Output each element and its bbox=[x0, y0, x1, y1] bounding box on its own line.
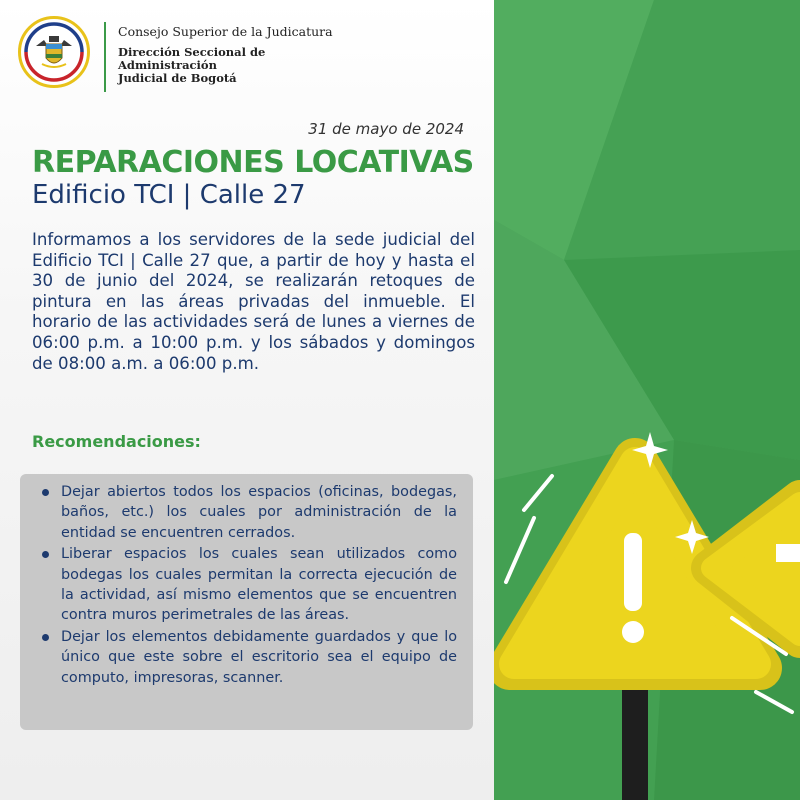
department-name: Dirección Seccional de Administración Judicial de Bogotá bbox=[118, 45, 266, 85]
recommendations-heading: Recomendaciones: bbox=[32, 432, 201, 451]
bullet-icon bbox=[42, 634, 49, 641]
warning-illustration bbox=[494, 0, 800, 800]
recommendation-item bbox=[20, 544, 457, 626]
sign-post bbox=[622, 680, 648, 800]
bullet-icon bbox=[42, 551, 49, 558]
notice-body: Informamos a los servidores de la sede judicial del Edificio TCI | Calle 27 que, a partir de hoy y hasta el 30 de junio del 2024, se realizarán retoques de pintura en las áreas privadas del inmueble. El horario de las actividades será de lunes a viernes de 06:00 p.m. a 10:00 p.m. y los sábados y domingos de 08:00 a.m. a 06:00 p.m. bbox=[32, 230, 475, 373]
illustration-panel bbox=[494, 0, 800, 800]
recommendation-text: Liberar espacios los cuales sean utilizados como bodegas los cuales permitan la correcta ejecución de la actividad, así mismo elementos que se encuentren contra muros perimetrales de las áreas. bbox=[61, 546, 457, 624]
header-text bbox=[118, 24, 358, 85]
coat-of-arms-logo-icon bbox=[18, 16, 90, 88]
notice-title: REPARACIONES LOCATIVAS bbox=[32, 145, 474, 180]
bullet-icon bbox=[42, 489, 49, 496]
header-divider bbox=[104, 22, 106, 92]
recommendation-text: Dejar abiertos todos los espacios (oficinas, bodegas, baños, etc.) los cuales por administración de la entidad se encuentren cerrados. bbox=[61, 484, 457, 541]
recommendation-item bbox=[20, 482, 457, 543]
notice-subtitle: Edificio TCI | Calle 27 bbox=[32, 180, 306, 210]
recommendations-box bbox=[20, 474, 473, 730]
organization-name: Consejo Superior de la Judicatura bbox=[118, 24, 333, 39]
publish-date: 31 de mayo de 2024 bbox=[308, 120, 464, 138]
recommendation-item bbox=[20, 627, 457, 688]
recommendation-text: Dejar los elementos debidamente guardados y que lo único que este sobre el escritorio sea el equipo de computo, impresoras, scanner. bbox=[61, 628, 457, 686]
recommendations-list bbox=[20, 482, 457, 689]
